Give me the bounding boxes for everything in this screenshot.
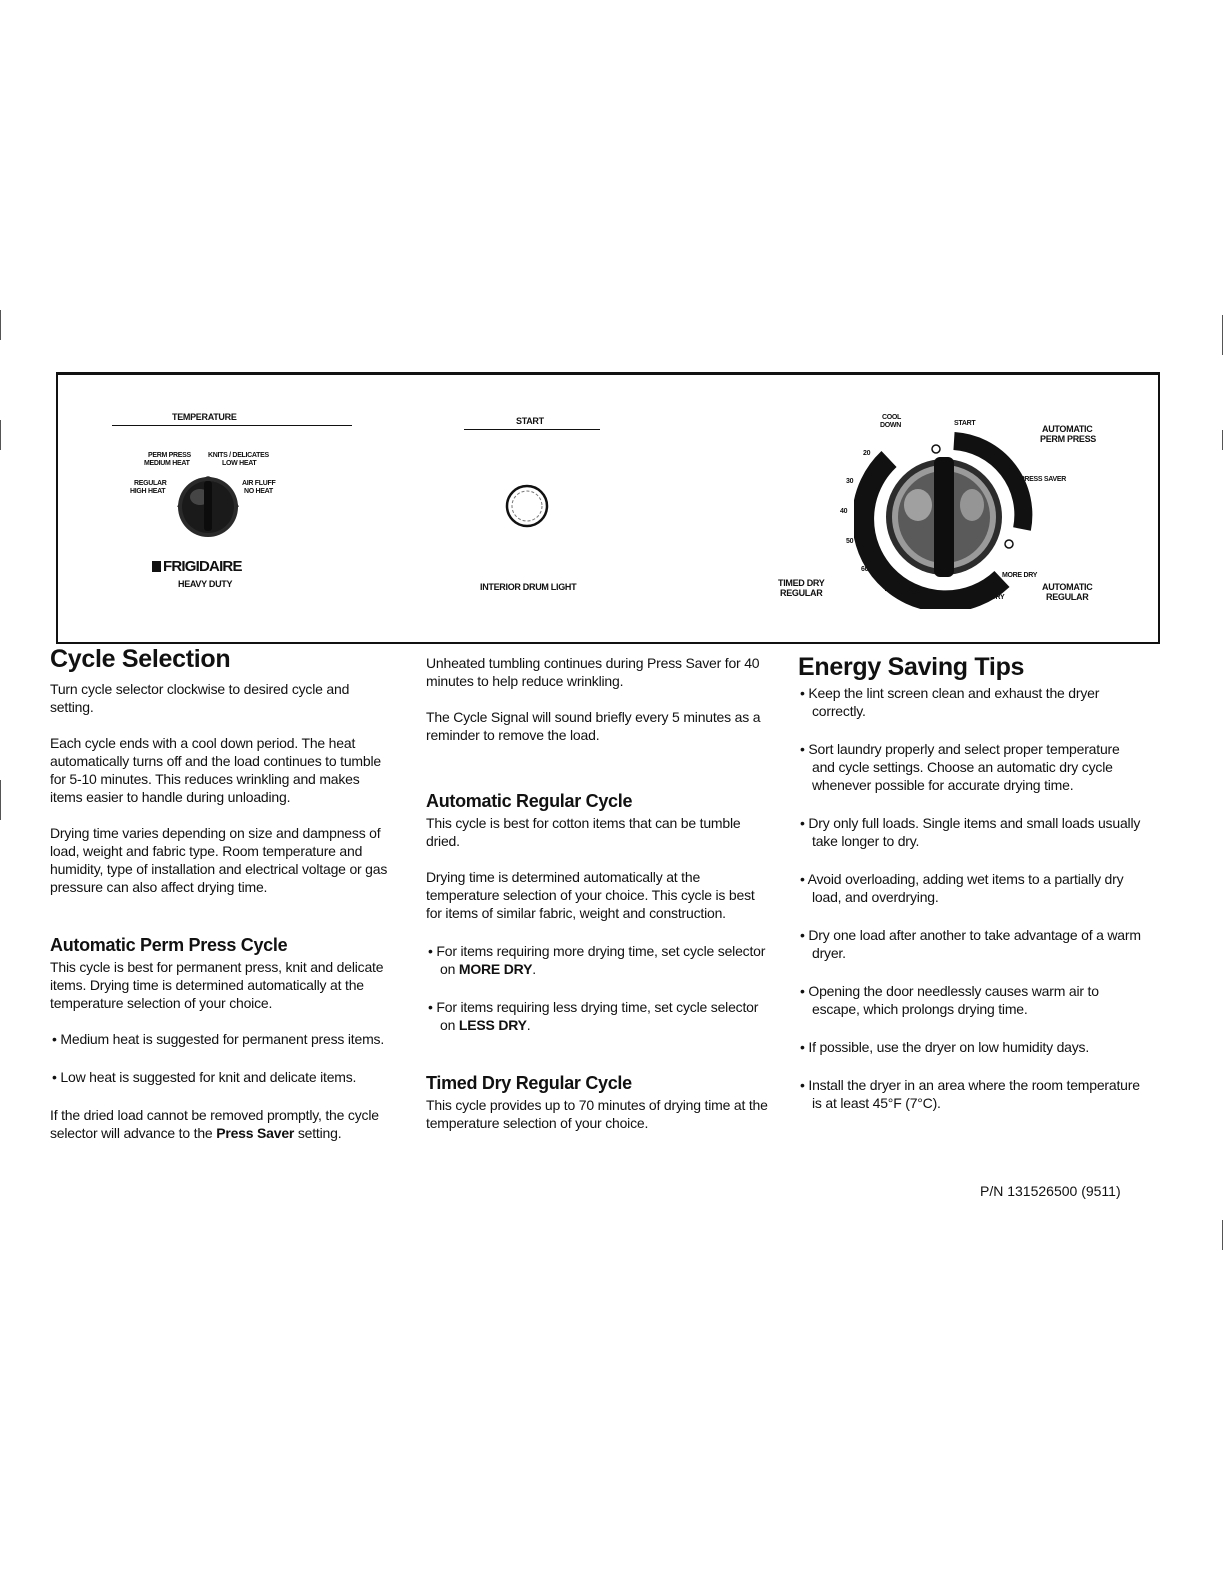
cycle-less-dry: LESS DRY [972, 594, 1005, 601]
press-saver-paragraph: If the dried load cannot be removed promptly, the cycle selector will advance to the Press Saver setting. [50, 1107, 379, 1141]
low-heat-bullet: • Low heat is suggested for knit and delicate items. [52, 1069, 357, 1085]
perm-press-heading: Automatic Perm Press Cycle [50, 935, 288, 955]
temp-regular: REGULAR [134, 480, 167, 487]
cycle-tick-30: 30 [846, 478, 854, 485]
medium-heat-bullet: • Medium heat is suggested for permanent press items. [52, 1031, 385, 1047]
temperature-title: TEMPERATURE [172, 412, 237, 422]
temperature-rule [112, 425, 352, 426]
right-edge-mark [1222, 430, 1223, 450]
tip-item: • If possible, use the dryer on low humidity days. [800, 1039, 1090, 1055]
tip-item: • Keep the lint screen clean and exhaust the dryer correctly. [800, 685, 1100, 719]
energy-saving-heading: Energy Saving Tips [798, 653, 1025, 681]
left-edge-mark [0, 310, 1, 340]
cycle-auto-reg-1: AUTOMATIC [1042, 582, 1093, 592]
temp-low-heat: LOW HEAT [222, 460, 257, 467]
tip-item: • Sort laundry properly and select proper temperature and cycle settings. Choose an automatic dry cycle whenever possible for accurate drying time. [800, 741, 1120, 793]
cycle-start: START [954, 420, 976, 427]
cycle-press-saver: PRESS SAVER [1020, 476, 1066, 483]
temp-high-heat: HIGH HEAT [130, 488, 166, 495]
temp-perm-press: PERM PRESS [148, 452, 191, 459]
drying-determined-paragraph: Drying time is determined automatically at the temperature selection of your choice. This cycle is best for items of similar fabric, weight and construction. [426, 869, 755, 921]
cycle-selection-intro: Turn cycle selector clockwise to desired cycle and setting. [50, 681, 350, 715]
frigidaire-logo: FRIGIDAIRE [152, 558, 242, 575]
less-dry-bullet: • For items requiring less drying time, set cycle selector on LESS DRY. [428, 999, 759, 1033]
control-panel-illustration [56, 372, 1160, 644]
cycle-tick-20: 20 [863, 450, 871, 457]
cycle-auto-perm-2: PERM PRESS [1040, 434, 1097, 444]
left-edge-mark [0, 420, 1, 450]
column-energy-saving-tips [798, 652, 1144, 1112]
column-automatic-cycles [426, 654, 770, 1132]
right-edge-mark [1222, 315, 1223, 355]
automatic-regular-paragraph: This cycle is best for cotton items that can be tumble dried. [426, 815, 741, 849]
perm-press-paragraph: This cycle is best for permanent press, knit and delicate items. Drying time is determined automatically at the temperature selection of your choice. [50, 959, 384, 1011]
temp-no-heat: NO HEAT [244, 488, 273, 495]
cycle-cool-down-1: COOL [882, 414, 902, 421]
cycle-timed-1: TIMED DRY [778, 578, 825, 588]
drying-time-paragraph: Drying time varies depending on size and dampness of load, weight and fabric type. Room temperature and humidity, type of installation and electrical voltage or gas pressure can also affect drying time. [50, 825, 388, 895]
less-dry-emphasis: LESS DRY [458, 1017, 527, 1033]
right-edge-mark [1222, 1220, 1223, 1250]
cycle-signal-paragraph: The Cycle Signal will sound briefly every 5 minutes as a reminder to remove the load. [426, 709, 761, 743]
logo-mark-icon [152, 561, 161, 572]
model-label: HEAVY DUTY [178, 579, 233, 589]
tip-item: • Opening the door needlessly causes warm air to escape, which prolongs drying time. [800, 983, 1099, 1017]
more-dry-emphasis: MORE DRY [458, 961, 533, 977]
left-edge-mark [0, 780, 1, 820]
temperature-knob [170, 467, 246, 537]
unheated-tumbling-paragraph: Unheated tumbling continues during Press Saver for 40 minutes to help reduce wrinkling. [426, 655, 760, 689]
start-title: START [516, 416, 544, 426]
cycle-more-dry: MORE DRY [1002, 572, 1038, 579]
more-dry-bullet: • For items requiring more drying time, set cycle selector on MORE DRY. [428, 943, 766, 977]
cool-down-paragraph: Each cycle ends with a cool down period. The heat automatically turns off and the load continues to tumble for 5-10 minutes. This reduces wrinkling and makes items easier to handle during unloading. [50, 735, 381, 805]
temp-air-fluff: AIR FLUFF [242, 480, 276, 487]
column-cycle-selection [50, 644, 394, 1142]
cycle-tick-60: 60 [861, 566, 869, 573]
timed-dry-heading: Timed Dry Regular Cycle [426, 1073, 632, 1093]
tip-item: • Install the dryer in an area where the room temperature is at least 45°F (7°C). [800, 1077, 1140, 1111]
tip-item: • Dry only full loads. Single items and small loads usually take longer to dry. [800, 815, 1141, 849]
cycle-selector-dial [854, 419, 1034, 609]
cycle-auto-reg-2: REGULAR [1046, 592, 1089, 602]
automatic-regular-heading: Automatic Regular Cycle [426, 791, 633, 811]
interior-light-label: INTERIOR DRUM LIGHT [480, 582, 577, 592]
temp-knits-delicates: KNITS / DELICATES [208, 452, 269, 459]
tip-item: • Avoid overloading, adding wet items to a partially dry load, and overdrying. [800, 871, 1124, 905]
press-saver-emphasis: Press Saver [216, 1125, 295, 1141]
temp-medium-heat: MEDIUM HEAT [144, 460, 190, 467]
start-rule [464, 429, 600, 430]
part-number: P/N 131526500 (9511) [980, 1183, 1121, 1199]
cycle-tick-40: 40 [840, 508, 848, 515]
cycle-timed-2: REGULAR [780, 588, 823, 598]
cycle-selection-heading: Cycle Selection [50, 645, 231, 673]
cycle-tick-50: 50 [846, 538, 854, 545]
timed-dry-paragraph: This cycle provides up to 70 minutes of drying time at the temperature selection of your choice. [426, 1097, 768, 1131]
cycle-cool-down-2: DOWN [880, 422, 901, 429]
cycle-tick-70: 70 [884, 586, 892, 593]
cycle-auto-perm-1: AUTOMATIC [1042, 424, 1093, 434]
interior-light-button [504, 483, 550, 529]
tip-item: • Dry one load after another to take advantage of a warm dryer. [800, 927, 1141, 961]
